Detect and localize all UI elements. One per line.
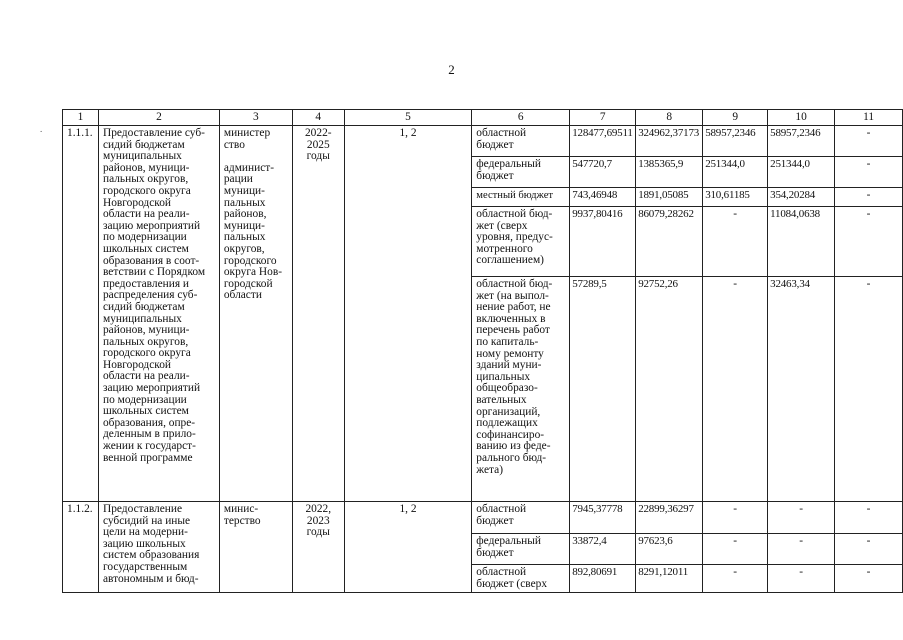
amount-cell: 743,46948 <box>570 188 636 207</box>
amount-cell: 128477,69511 <box>570 126 636 157</box>
item-targets: 1, 2 <box>344 502 472 593</box>
amount-cell: - <box>703 534 768 565</box>
item-number: 1.1.1. <box>63 126 99 502</box>
header-cell: 6 <box>472 110 570 126</box>
amount-cell: 58957,2346 <box>703 126 768 157</box>
item-period: 2022, 2023 годы <box>292 502 344 593</box>
amount-cell: 324962,37173 <box>636 126 703 157</box>
amount-cell: 354,20284 <box>768 188 835 207</box>
header-cell: 7 <box>570 110 636 126</box>
amount-cell: 57289,5 <box>570 277 636 502</box>
table-row <box>63 502 903 534</box>
amount-cell: 251344,0 <box>703 157 768 188</box>
amount-cell: - <box>835 534 903 565</box>
funding-source: местный бюджет <box>472 188 570 207</box>
item-description: Предоставление суб- сидий бюджетам муниципальных районов, муници- пальных округов, городского округа Новгородской области на реали- зацию мероприятий по модернизации школьных систем образования в соот- ветствии с Порядком предоставления и распределения суб- сидий бюджетам муниципальных районов, муници- пальных округов, городского округа Новгородской области на реали- зацию мероприятий по модернизации школьных систем образования, опре- деленным в прило- жении к государст- венной программе <box>98 126 219 502</box>
stray-mark: . <box>40 124 43 134</box>
funding-source: федеральный бюджет <box>472 157 570 188</box>
amount-cell: - <box>703 207 768 277</box>
amount-cell: 86079,28262 <box>636 207 703 277</box>
header-cell: 9 <box>703 110 768 126</box>
table-row <box>63 126 903 157</box>
amount-cell: 547720,7 <box>570 157 636 188</box>
amount-cell: 92752,26 <box>636 277 703 502</box>
column-number-row <box>63 110 903 126</box>
amount-cell: - <box>835 157 903 188</box>
amount-cell: 310,61185 <box>703 188 768 207</box>
amount-cell: 9937,80416 <box>570 207 636 277</box>
amount-cell: 97623,6 <box>636 534 703 565</box>
amount-cell: 58957,2346 <box>768 126 835 157</box>
funding-source: областной бюджет <box>472 126 570 157</box>
item-executor: министер ство админист- рации муници- пальных районов, муници- пальных округов, городского округа Нов- городской области <box>219 126 292 502</box>
amount-cell: 32463,34 <box>768 277 835 502</box>
item-number: 1.1.2. <box>63 502 99 593</box>
amount-cell: 22899,36297 <box>636 502 703 534</box>
funding-source: областной бюджет <box>472 502 570 534</box>
amount-cell: - <box>835 565 903 593</box>
amount-cell: 892,80691 <box>570 565 636 593</box>
amount-cell: - <box>703 277 768 502</box>
amount-cell: - <box>768 502 835 534</box>
amount-cell: 33872,4 <box>570 534 636 565</box>
page-number: 2 <box>448 62 455 77</box>
funding-source: федеральный бюджет <box>472 534 570 565</box>
amount-cell: - <box>835 188 903 207</box>
amount-cell: 251344,0 <box>768 157 835 188</box>
item-executor: минис- терство <box>219 502 292 593</box>
header-cell: 5 <box>344 110 472 126</box>
header-cell: 2 <box>98 110 219 126</box>
amount-cell: 8291,12011 <box>636 565 703 593</box>
amount-cell: 7945,37778 <box>570 502 636 534</box>
amount-cell: - <box>835 277 903 502</box>
amount-cell: - <box>835 126 903 157</box>
amount-cell: - <box>703 565 768 593</box>
funding-source: областной бюд- жет (на выпол- нение работ, не включенных в перечень работ по капиталь- ному ремонту зданий муни- ципальных общеобразо- вательных организаций, подлежащих софинансиро- ванию из феде- рального бюд- жета) <box>472 277 570 502</box>
funding-source: областной бюджет (сверх <box>472 565 570 593</box>
header-cell: 8 <box>636 110 703 126</box>
amount-cell: 1385365,9 <box>636 157 703 188</box>
header-cell: 4 <box>292 110 344 126</box>
amount-cell: - <box>835 502 903 534</box>
funding-source: областной бюд- жет (сверх уровня, предус- мотренного соглашением) <box>472 207 570 277</box>
amount-cell: - <box>768 565 835 593</box>
header-cell: 10 <box>768 110 835 126</box>
amount-cell: 1891,05085 <box>636 188 703 207</box>
amount-cell: - <box>835 207 903 277</box>
amount-cell: - <box>703 502 768 534</box>
item-period: 2022- 2025 годы <box>292 126 344 502</box>
amount-cell: 11084,0638 <box>768 207 835 277</box>
program-table <box>62 109 903 593</box>
item-description: Предоставление субсидий на иные цели на модерни- зацию школьных систем образования государственным автономным и бюд- <box>98 502 219 593</box>
header-cell: 11 <box>835 110 903 126</box>
header-cell: 3 <box>219 110 292 126</box>
item-targets: 1, 2 <box>344 126 472 502</box>
amount-cell: - <box>768 534 835 565</box>
header-cell: 1 <box>63 110 99 126</box>
